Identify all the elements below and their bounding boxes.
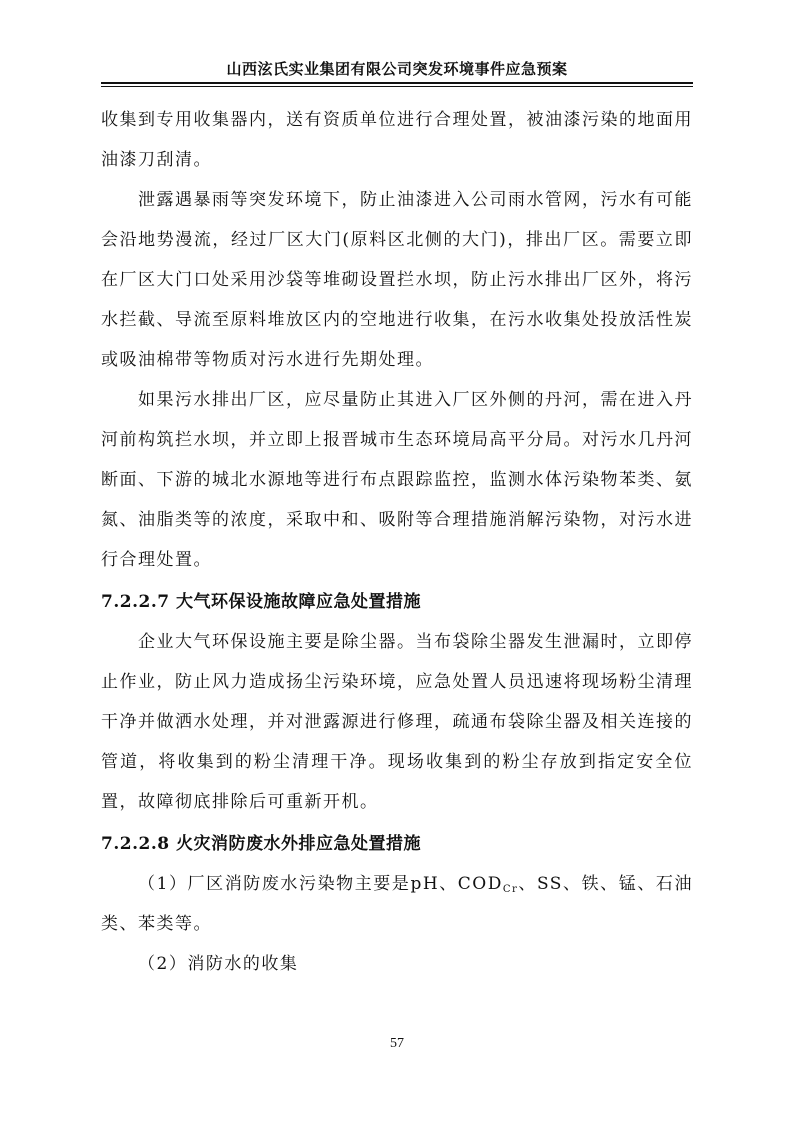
paragraph-3: 如果污水排出厂区，应尽量防止其进入厂区外侧的丹河，需在进入丹河前构筑拦水坝，并立即上报晋城市生态环境局高平分局。对污水几丹河断面、下游的城北水源地等进行布点跟踪监控，监测水体污染物苯类、氨氮、油脂类等的浓度，采取中和、吸附等合理措施消解污染物，对污水进行合理处置。 xyxy=(101,390,693,570)
item-1-suffix: 、SS、铁、锰、石油类、苯类等。 xyxy=(101,874,693,934)
list-item-2: （2）消防水的收集 xyxy=(138,954,299,974)
section-heading-7227 xyxy=(101,582,693,622)
item-1-subscript: Cr xyxy=(502,884,519,895)
document-header: 山西泫氏实业集团有限公司突发环境事件应急预案 xyxy=(226,60,568,78)
section-7227-body: 企业大气环保设施主要是除尘器。当布袋除尘器发生泄漏时，立即停止作业，防止风力造成扬尘污染环境，应急处置人员迅速将现场粉尘清理干净并做洒水处理，并对泄露源进行修理，疏通布袋除尘器及相关连接的管道，将收集到的粉尘清理干净。现场收集到的粉尘存放到指定安全位置，故障彻底排除后可重新开机。 xyxy=(101,632,693,812)
list-item-1 xyxy=(101,864,693,944)
section-title: 火灾消防废水外排应急处置措施 xyxy=(176,834,421,854)
header-rule-thin xyxy=(101,86,693,87)
section-number: 7.2.2.8 xyxy=(101,834,170,854)
paragraph-1: 收集到专用收集器内，送有资质单位进行合理处置，被油漆污染的地面用油漆刀刮清。 xyxy=(101,110,693,170)
section-title: 大气环保设施故障应急处置措施 xyxy=(176,592,421,612)
page-number: 57 xyxy=(390,1036,404,1051)
page-content xyxy=(101,100,693,984)
section-number: 7.2.2.7 xyxy=(101,592,170,612)
item-1-prefix: （1）厂区消防废水污染物主要是pH、COD xyxy=(138,874,503,894)
header-rule-thick xyxy=(101,82,693,84)
section-heading-7228 xyxy=(101,824,693,864)
paragraph-2: 泄露遇暴雨等突发环境下，防止油漆进入公司雨水管网，污水有可能会沿地势漫流，经过厂区大门(原料区北侧的大门)，排出厂区。需要立即在厂区大门口处采用沙袋等堆砌设置拦水坝，防止污水排出厂区外，将污水拦截、导流至原料堆放区内的空地进行收集，在污水收集处投放活性炭或吸油棉带等物质对污水进行先期处理。 xyxy=(101,190,693,370)
